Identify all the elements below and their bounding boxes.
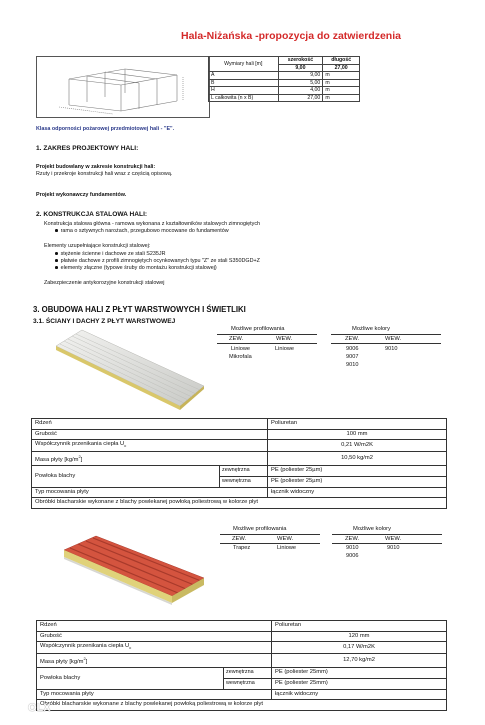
spec-sublabel: wewnętrzna: [220, 477, 268, 488]
panel1-profile-zew-1: Mikrofala: [229, 354, 252, 360]
sandwich-panel-grey-image: [54, 326, 206, 410]
length-value: 27,00: [323, 64, 360, 72]
table-row: [209, 79, 360, 87]
panel1-color-zew-2: 9010: [346, 362, 359, 368]
bullet-icon: [55, 229, 58, 232]
section1-project-label: Projekt budowlany w zakresie konstrukcji hali:: [36, 164, 156, 170]
panel2-color-wew-0: 9010: [387, 545, 400, 551]
watermark-logo: OLX: [28, 702, 51, 714]
spec-sublabel: wewnętrzna: [224, 679, 272, 690]
spec-value: PE (poliester 25mm): [272, 668, 447, 679]
section1-foundations: Projekt wykonawczy fundamentów.: [36, 192, 127, 198]
panel1-zew-label: ZEW.: [229, 336, 244, 342]
spec-value: łącznik widoczny: [272, 689, 447, 700]
panel1-profile-zew-0: Liniowe: [231, 346, 250, 352]
panel1-profile-wew-0: Liniowe: [275, 346, 294, 352]
table-row: [37, 642, 447, 654]
list-item: płatwie dachowe z profili zimnogiętych ocynkowanych typu "Z" ze stali S350DGD+Z: [55, 258, 260, 265]
dimensions-table: [208, 56, 360, 102]
dim-unit: m: [323, 72, 360, 80]
spec-value: Poliuretan: [272, 621, 447, 632]
table-row: [32, 451, 447, 466]
table-row: [37, 700, 447, 711]
spec-value: 120 mm: [272, 631, 447, 642]
fire-class: Klasa odporności pożarowej przedmiotowej hali - "E".: [36, 126, 175, 132]
table-row: [32, 466, 447, 477]
panel2-zew-label: ZEW.: [232, 536, 247, 542]
table-row: [32, 487, 447, 498]
section3-subheading: 3.1. ŚCIANY I DACHY Z PŁYT WARSTWOWEJ: [33, 318, 176, 325]
spec-sublabel: zewnętrzna: [220, 466, 268, 477]
dim-value: 5,00: [278, 79, 323, 87]
divider: [220, 543, 320, 544]
panel2-color-zew-1: 9006: [346, 553, 359, 559]
spec-note: Obróbki blacharskie wykonane z blachy powlekanej powłoką poliestrową w kolorze płyt: [37, 700, 447, 711]
spec-label: Masa płyty $[kg/m^2]$: [32, 451, 268, 466]
spec-label: Typ mocowania płyty: [37, 689, 272, 700]
col-length-label: długość: [323, 57, 360, 65]
spec-label: Masa płyty $[kg/m^2]$: [37, 653, 272, 668]
panel2-profile-zew-0: Trapez: [233, 545, 251, 551]
spec-label: Grubość: [37, 631, 272, 642]
table-row: [37, 631, 447, 642]
panel2-profiles-label: Możliwe profilowania: [233, 526, 287, 532]
panel1-color-zew-0: 9006: [346, 346, 359, 352]
panel1-color-zew-1: 9007: [346, 354, 359, 360]
panel1-colors-wew-label: WEW.: [385, 336, 402, 342]
spec-label: Rdzeń: [37, 621, 272, 632]
bullet-icon: [55, 259, 58, 262]
table-row: [209, 94, 360, 102]
panel1-spec-table: [31, 418, 447, 509]
spec-note: Obróbki blacharskie wykonane z blachy powlekanej powłoką poliestrową w kolorze płyt: [32, 498, 447, 509]
spec-value: 10,50 kg/m2: [268, 451, 447, 466]
spec-sublabel: zewnętrzna: [224, 668, 272, 679]
table-row: [32, 419, 447, 430]
table-row: [37, 621, 447, 632]
spec-value: 0,17 W/m2K: [272, 642, 447, 654]
spec-value: 12,70 kg/m2: [272, 653, 447, 668]
panel2-color-zew-0: 9010: [346, 545, 359, 551]
divider: [220, 534, 320, 535]
spec-label: Rdzeń: [32, 419, 268, 430]
section2-supp: Elementy uzupełniające konstrukcji stalowej:: [44, 243, 151, 249]
section2-heading: 2. KONSTRUKCJA STALOWA HALI:: [36, 211, 148, 218]
dim-label: B: [209, 79, 279, 87]
dim-unit: m: [323, 87, 360, 95]
table-row: [37, 653, 447, 668]
divider: [331, 334, 441, 335]
dim-unit: m: [323, 79, 360, 87]
list-item: rama o sztywnych narożach, przegubowo mocowane do fundamentów: [55, 228, 229, 235]
dim-value: 27,00: [278, 94, 323, 102]
panel1-profiles-label: Możliwe profilowania: [231, 326, 285, 332]
spec-value: łącznik widoczny: [268, 487, 447, 498]
panel1-colors-label: Możliwe kolory: [352, 326, 391, 332]
panel2-spec-table: [36, 620, 447, 711]
table-row: [32, 440, 447, 452]
spec-value: 100 mm: [268, 429, 447, 440]
list-item: stężenie ścienne i dachowe ze stali S235JR: [55, 251, 165, 258]
dim-unit: m: [323, 94, 360, 102]
table-row: [209, 72, 360, 80]
dim-label: L całkowita (n x B): [209, 94, 279, 102]
divider: [332, 534, 442, 535]
section1-project-desc: Rzuty i przekroje konstrukcji hali wraz z częścią opisową.: [36, 171, 173, 177]
spec-value: 0,21 W/m2K: [268, 440, 447, 452]
steel-frame-drawing: [37, 57, 209, 117]
panel1-colors-zew-label: ZEW.: [345, 336, 360, 342]
spec-value: PE (poliester 25mm): [272, 679, 447, 690]
spec-label: Współczynnik przenikania ciepła $U_c$: [32, 440, 268, 452]
table-row: [37, 689, 447, 700]
spec-label: Grubość: [32, 429, 268, 440]
dim-label: H: [209, 87, 279, 95]
panel2-profile-wew-0: Liniowe: [277, 545, 296, 551]
list-item: elementy złączne (typowe śruby do montażu konstrukcji stalowej): [55, 265, 217, 272]
panel1-color-wew-0: 9010: [385, 346, 398, 352]
dim-label: A: [209, 72, 279, 80]
section3-heading: 3. OBUDOWA HALI Z PŁYT WARSTWOWYCH I ŚWIETLIKI: [33, 305, 246, 314]
dim-value: 4,00: [278, 87, 323, 95]
page-title: Hala-Niżańska -propozycja do zatwierdzenia: [181, 30, 401, 42]
panel2-colors-wew-label: WEW.: [385, 536, 402, 542]
table-row: [32, 429, 447, 440]
panel1-wew-label: WEW.: [276, 336, 293, 342]
section2-corrosion: Zabezpieczenie antykorozyjne konstrukcji stalowej: [44, 280, 165, 286]
bullet-icon: [55, 252, 58, 255]
sandwich-panel-red-image: [60, 530, 208, 606]
dimensions-header: Wymiary hali [m]: [209, 57, 279, 72]
divider: [332, 543, 442, 544]
frame-drawing-box: [36, 56, 210, 118]
section2-intro: Konstrukcja stalowa główna - ramowa wykonana z kształtowników stalowych zimnogiętych: [44, 221, 261, 227]
table-row: [32, 498, 447, 509]
divider: [331, 343, 441, 344]
dim-value: 9,00: [278, 72, 323, 80]
width-value: 9,00: [278, 64, 323, 72]
divider: [217, 334, 317, 335]
spec-label: Współczynnik przenikania ciepła $U_c$: [37, 642, 272, 654]
table-row: [37, 668, 447, 679]
spec-value: PE (poliester 25µm): [268, 466, 447, 477]
table-row: [209, 87, 360, 95]
spec-label: Powłoka blachy: [37, 668, 224, 689]
divider: [217, 343, 317, 344]
panel2-colors-zew-label: ZEW.: [345, 536, 360, 542]
spec-label: Powłoka blachy: [32, 466, 220, 487]
spec-label: Typ mocowania płyty: [32, 487, 268, 498]
panel2-colors-label: Możliwe kolory: [353, 526, 392, 532]
panel2-wew-label: WEW.: [277, 536, 294, 542]
col-width-label: szerokość: [278, 57, 323, 65]
bullet-icon: [55, 266, 58, 269]
spec-value: Poliuretan: [268, 419, 447, 430]
section1-heading: 1. ZAKRES PROJEKTOWY HALI:: [36, 145, 139, 152]
spec-value: PE (poliester 25µm): [268, 477, 447, 488]
